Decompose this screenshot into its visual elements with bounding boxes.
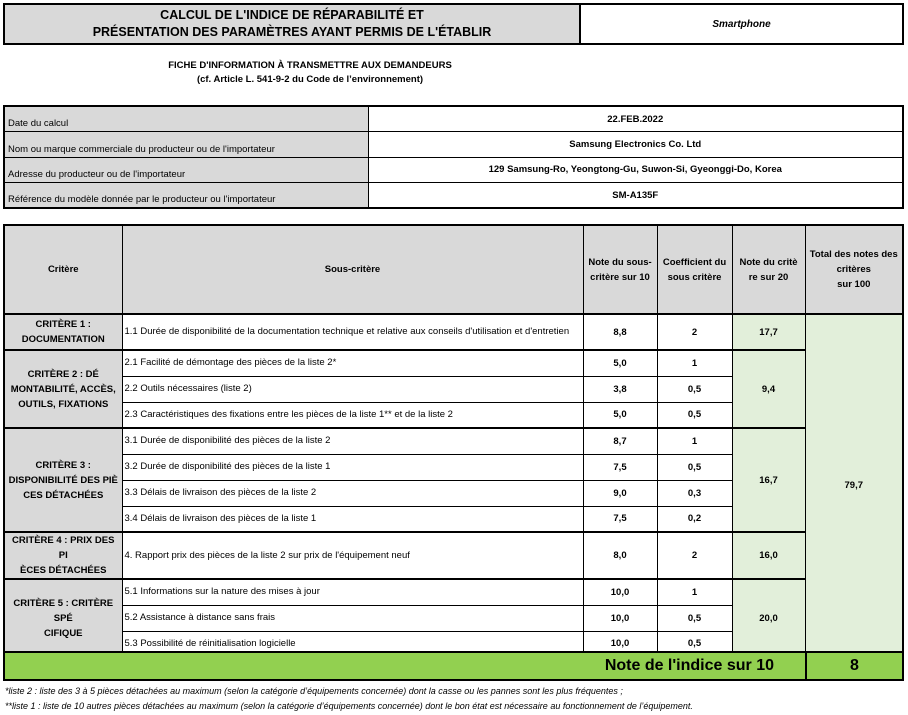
table-row: [4, 314, 903, 350]
criterion-text: DOCUMENTATION: [21, 334, 105, 345]
criterion-text: MONTABILITÉ, ACCÈS,: [10, 383, 116, 395]
subcriterion-note: 8,8: [583, 314, 657, 350]
subcriterion-note: 10,0: [583, 579, 657, 605]
subcriterion-label: 2.3 Caractéristiques des fixations entre les pièces de la liste 1** et de la liste 2: [122, 402, 583, 428]
criterion-text: OUTILS, FIXATIONS: [18, 398, 109, 410]
subcriterion-label: 3.1 Durée de disponibilité des pièces de la liste 2: [122, 428, 583, 454]
info-value: Samsung Electronics Co. Ltd: [368, 132, 903, 158]
criterion-text: DISPONIBILITÉ DES PIÈ: [8, 474, 118, 486]
total-score: 79,7: [805, 314, 903, 657]
subcriterion-coef: 0,2: [657, 506, 732, 532]
criterion-score: 9,4: [732, 350, 805, 428]
criterion-text: ÈCES DÉTACHÉES: [20, 565, 107, 576]
col-header-critere: Critère: [4, 225, 122, 314]
subcriterion-note: 9,0: [583, 480, 657, 506]
header-text: Note du critè: [739, 256, 798, 268]
info-row-address: [4, 157, 903, 183]
subcriterion-note: 10,0: [583, 631, 657, 657]
criterion-name: [4, 532, 122, 579]
footnote-liste-2: *liste 2 : liste des 3 à 5 pièces détachées au maximum (selon la catégorie d’équipements concernée) dont la casse ou les pannes sont les plus fréquentes ;: [5, 686, 623, 696]
subcriterion-coef: 0,5: [657, 376, 732, 402]
table-row: [4, 350, 903, 376]
subcriterion-label: 3.2 Durée de disponibilité des pièces de la liste 1: [122, 454, 583, 480]
footnote-liste-1: **liste 1 : liste de 10 autres pièces détachées au maximum (selon la catégorie d’équipements concernée) dont le bon état est nécessaire au fonctionnement de l’équipement.: [5, 701, 693, 711]
info-value: 22.FEB.2022: [368, 106, 903, 132]
subcriterion-label: 1.1 Durée de disponibilité de la documentation technique et relative aux conseils d'utilisation et d'entretien: [122, 314, 583, 350]
subcriterion-label: 5.1 Informations sur la nature des mises à jour: [122, 579, 583, 605]
subcriterion-label: 5.2 Assistance à distance sans frais: [122, 605, 583, 631]
criterion-text: CRITÈRE 1 :: [35, 319, 91, 330]
info-row-brand: [4, 132, 903, 158]
criterion-score: 16,0: [732, 532, 805, 579]
col-header-sous-critere: Sous-critère: [122, 225, 583, 314]
criterion-score: 17,7: [732, 314, 805, 350]
info-value: SM-A135F: [368, 183, 903, 209]
criterion-name: [4, 579, 122, 657]
criterion-text: CRITÈRE 5 : CRITÈRE SPÉ: [13, 597, 114, 624]
info-label: Adresse du producteur ou de l'importateur: [4, 157, 368, 183]
subcriterion-coef: 0,5: [657, 454, 732, 480]
subcriterion-coef: 2: [657, 532, 732, 579]
col-header-note-critere: [732, 225, 805, 314]
subcriterion-note: 7,5: [583, 454, 657, 480]
subcriterion-coef: 0,5: [657, 631, 732, 657]
header-row: [4, 225, 903, 314]
subcriterion-note: 3,8: [583, 376, 657, 402]
fiche-line-1: FICHE D'INFORMATION À TRANSMETTRE AUX DEMANDEURS: [168, 60, 452, 71]
fiche-line-2: (cf. Article L. 541-9-2 du Code de l’environnement): [196, 74, 424, 85]
criterion-score: 16,7: [732, 428, 805, 532]
criterion-name: [4, 350, 122, 428]
criterion-text: CRITÈRE 2 : DÉ: [27, 368, 99, 380]
subcriterion-label: 5.3 Possibilité de réinitialisation logicielle: [122, 631, 583, 657]
table-row: [4, 428, 903, 454]
final-index-row: [3, 651, 904, 681]
subcriterion-coef: 0,5: [657, 402, 732, 428]
criterion-text: CIFIQUE: [43, 627, 83, 639]
final-index-label: Note de l'indice sur 10: [604, 657, 774, 674]
info-value: 129 Samsung-Ro, Yeongtong-Gu, Suwon-Si, Gyeonggi-Do, Korea: [368, 157, 903, 183]
criterion-name: [4, 428, 122, 532]
header-text: Note du sous-: [588, 256, 652, 268]
info-label: Date du calcul: [4, 106, 368, 132]
final-index-value: 8: [850, 657, 859, 674]
header-text: re sur 20: [748, 271, 789, 283]
criterion-score: 20,0: [732, 579, 805, 657]
info-table: [3, 105, 904, 209]
subcriterion-coef: 0,5: [657, 605, 732, 631]
header-text: critère sur 10: [590, 271, 650, 283]
subcriterion-coef: 1: [657, 428, 732, 454]
subcriterion-label: 2.2 Outils nécessaires (liste 2): [122, 376, 583, 402]
subcriterion-note: 7,5: [583, 506, 657, 532]
header-text: sur 100: [837, 279, 871, 290]
header-text: critères: [836, 264, 871, 275]
title-line-2: PRÉSENTATION DES PARAMÈTRES AYANT PERMIS DE L'ÉTABLIR: [92, 25, 492, 39]
document-title: [3, 3, 581, 45]
col-header-note-sous: [583, 225, 657, 314]
subcriterion-coef: 0,3: [657, 480, 732, 506]
subcriterion-coef: 2: [657, 314, 732, 350]
subcriterion-note: 10,0: [583, 605, 657, 631]
info-label: Nom ou marque commerciale du producteur ou de l'importateur: [4, 132, 368, 158]
criterion-text: CRITÈRE 4 : PRIX DES PI: [12, 535, 115, 561]
header-text: Coefficient du: [662, 256, 727, 268]
subcriterion-note: 8,0: [583, 532, 657, 579]
score-table: [3, 224, 904, 658]
info-row-date: [4, 106, 903, 132]
subcriterion-note: 8,7: [583, 428, 657, 454]
product-type: Smartphone: [581, 3, 904, 45]
subcriterion-label: 3.3 Délais de livraison des pièces de la liste 2: [122, 480, 583, 506]
subcriterion-label: 2.1 Facilité de démontage des pièces de la liste 2*: [122, 350, 583, 376]
criterion-text: CRITÈRE 3 :: [35, 459, 91, 471]
subcriterion-coef: 1: [657, 350, 732, 376]
subcriterion-label: 4. Rapport prix des pièces de la liste 2 sur prix de l'équipement neuf: [122, 532, 583, 579]
table-row: [4, 579, 903, 605]
subcriterion-label: 3.4 Délais de livraison des pièces de la liste 1: [122, 506, 583, 532]
subcriterion-note: 5,0: [583, 350, 657, 376]
col-header-total: [805, 225, 903, 314]
title-line-1: CALCUL DE L'INDICE DE RÉPARABILITÉ ET: [160, 8, 424, 22]
criterion-text: CES DÉTACHÉES: [23, 489, 104, 501]
info-row-model: [4, 183, 903, 209]
criterion-name: [4, 314, 122, 350]
subcriterion-coef: 1: [657, 579, 732, 605]
header-text: Total des notes des: [809, 249, 898, 260]
info-label: Référence du modèle donnée par le producteur ou l'importateur: [4, 183, 368, 209]
col-header-coef: [657, 225, 732, 314]
header-text: sous critère: [667, 271, 722, 283]
subcriterion-note: 5,0: [583, 402, 657, 428]
table-row: [4, 532, 903, 579]
